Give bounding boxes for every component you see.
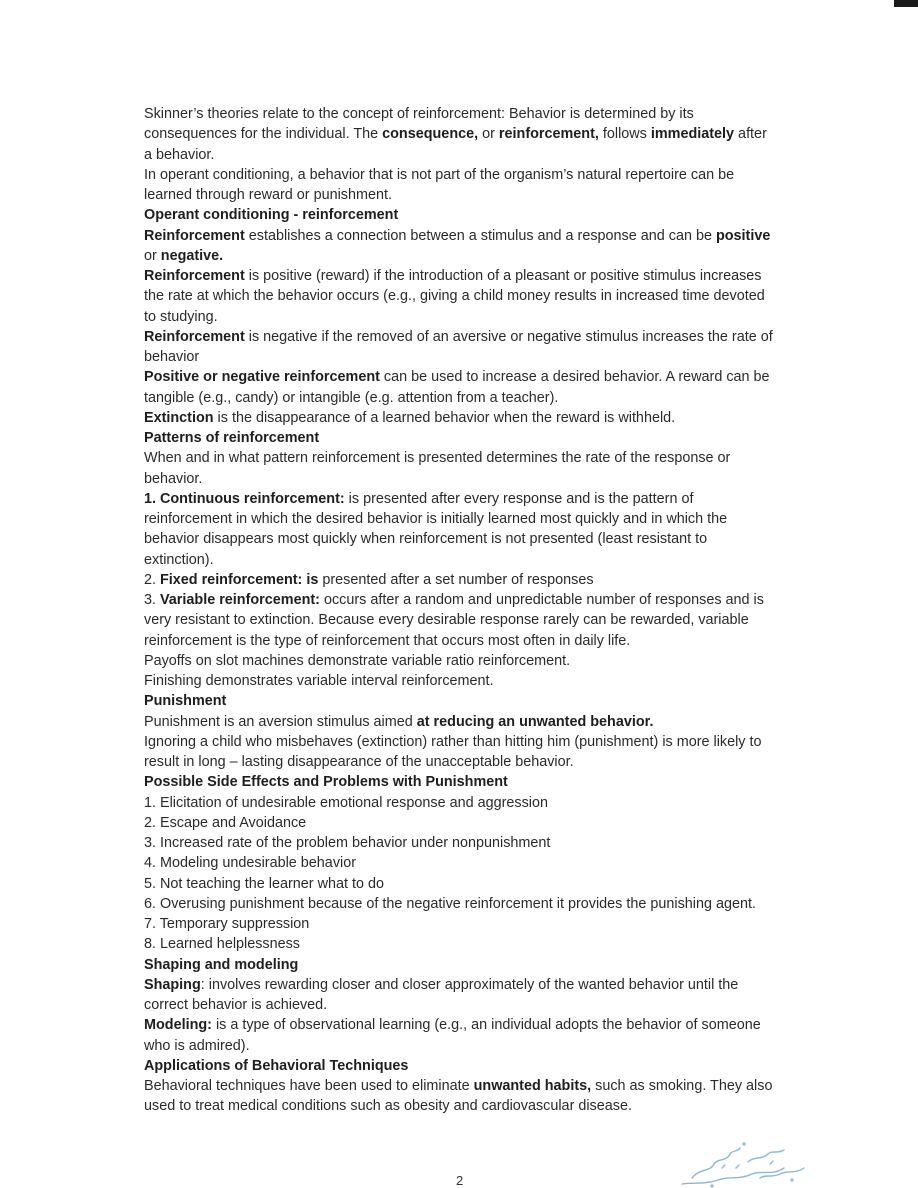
text-run: 2. [144, 571, 160, 588]
text-run: Skinner’s theories relate to the concept of reinforcement: Behavior is determined by its consequences for the individual. The [144, 106, 694, 143]
paragraph [144, 408, 776, 428]
text-run: Payoffs on slot machines demonstrate variable ratio reinforcement. [144, 652, 571, 669]
text-run: is a type of observational learning (e.g., an individual adopts the behavior of someone who is admired). [144, 1017, 761, 1054]
text-run: 4. Modeling undesirable behavior [144, 855, 357, 872]
bold-text-run: negative. [160, 247, 224, 264]
bold-text-run: Reinforcement [144, 328, 245, 345]
bold-text-run: Applications of Behavioral Techniques [144, 1057, 409, 1074]
bold-text-run: at reducing an unwanted behavior. [416, 713, 654, 730]
text-run: occurs after a random and unpredictable number of responses and is very resistant to extinction. Because every desirable response rarely can be rewarded, variable reinforcement is the type of reinforcement that occurs most often in daily life. [144, 592, 764, 649]
paragraph [144, 793, 776, 813]
paragraph [144, 813, 776, 833]
text-run: Behavioral techniques have been used to eliminate [144, 1078, 474, 1094]
paragraph [144, 691, 776, 711]
bold-text-run: unwanted habits, [473, 1078, 592, 1094]
text-run: follows [598, 126, 651, 143]
text-run: 7. Temporary suppression [144, 916, 310, 932]
text-run: 5. Not teaching the learner what to do [144, 875, 384, 892]
paragraph [144, 853, 776, 873]
paragraph [144, 327, 776, 368]
text-run: 3. [144, 592, 160, 608]
bold-text-run: consequence, [382, 126, 479, 143]
text-run: 2. Escape and Avoidance [144, 814, 307, 831]
paragraph [144, 489, 776, 570]
bold-text-run: Reinforcement [144, 268, 245, 284]
text-run: or [144, 247, 161, 264]
paragraph [144, 226, 776, 267]
text-run: 6. Overusing punishment because of the negative reinforcement it provides the punishing agent. [144, 895, 756, 912]
text-run: is negative if the removed of an aversive or negative stimulus increases the rate of behavior [144, 328, 773, 365]
bold-text-run: reinforcement, [498, 126, 599, 143]
handwritten-signature [652, 1138, 812, 1188]
text-run: In operant conditioning, a behavior that is not part of the organism’s natural repertoire can be learned through reward or punishment. [144, 166, 735, 203]
bold-text-run: Fixed reinforcement: is [160, 571, 319, 588]
paragraph [144, 570, 776, 590]
text-run: 3. Increased rate of the problem behavior under nonpunishment [144, 835, 551, 851]
paragraph [144, 955, 776, 975]
text-run: is positive (reward) if the introduction of a pleasant or positive stimulus increases the rate at which the behavior occurs (e.g., giving a child money results in increased time devoted to studying. [144, 268, 765, 325]
paragraph [144, 894, 776, 914]
text-run: presented after a set number of responses [318, 571, 594, 588]
paragraph [144, 428, 776, 448]
bold-text-run: Operant conditioning - reinforcement [144, 207, 399, 224]
bold-text-run: Shaping and modeling [144, 956, 299, 973]
paragraph [144, 772, 776, 792]
paragraph [144, 671, 776, 691]
page-number: 2 [456, 1173, 464, 1188]
text-run: 8. Learned helplessness [144, 936, 301, 953]
bold-text-run: 1. Continuous reinforcement: [144, 490, 345, 507]
text-run: 1. Elicitation of undesirable emotional response and aggression [144, 794, 548, 811]
text-run: or [478, 126, 499, 143]
scan-corner-mark [894, 0, 918, 7]
bold-text-run: Shaping [144, 976, 201, 993]
text-run: When and in what pattern reinforcement is presented determines the rate of the response or behavior. [144, 450, 731, 487]
text-run: establishes a connection between a stimulus and a response and can be [244, 227, 716, 244]
paragraph [144, 104, 776, 165]
text-run: Finishing demonstrates variable interval reinforcement. [144, 673, 494, 689]
text-run: Punishment is an aversion stimulus aimed [144, 713, 417, 730]
paragraph [144, 833, 776, 853]
text-run: Ignoring a child who misbehaves (extinction) rather than hitting him (punishment) is more likely to result in long – lasting disappearance of the unacceptable behavior. [144, 733, 762, 770]
paragraph [144, 367, 776, 408]
paragraph [144, 1056, 776, 1076]
bold-text-run: Modeling: [144, 1017, 212, 1034]
paragraph [144, 651, 776, 671]
bold-text-run: Possible Side Effects and Problems with Punishment [144, 774, 508, 791]
paragraph [144, 732, 776, 773]
paragraph [144, 975, 776, 1016]
text-run: after a behavior. [144, 126, 767, 163]
bold-text-run: immediately [650, 126, 735, 143]
text-run: is presented after every response and is the pattern of reinforcement in which the desired behavior is initially learned most quickly and in which the behavior disappears most quickly when reinforcement is not presented (least resistant to extinction). [144, 490, 728, 568]
paragraph [144, 712, 776, 732]
document-body [144, 104, 776, 1117]
paragraph [144, 874, 776, 894]
text-run: : involves rewarding closer and closer approximately of the wanted behavior until the correct behavior is achieved. [144, 976, 739, 1013]
bold-text-run: Extinction [144, 409, 214, 426]
paragraph [144, 934, 776, 954]
bold-text-run: Reinforcement [144, 227, 245, 244]
bold-text-run: Positive or negative reinforcement [144, 369, 380, 386]
paragraph [144, 1015, 776, 1056]
bold-text-run: Patterns of reinforcement [144, 430, 320, 446]
text-run: can be used to increase a desired behavior. A reward can be tangible (e.g., candy) or intangible (e.g. attention from a teacher). [144, 369, 770, 406]
paragraph [144, 165, 776, 206]
paragraph [144, 266, 776, 327]
bold-text-run: Variable reinforcement: [160, 592, 320, 608]
text-run: such as smoking. They also used to treat medical conditions such as obesity and cardiovascular disease. [144, 1078, 773, 1115]
bold-text-run: positive [715, 227, 771, 244]
paragraph [144, 914, 776, 934]
paragraph [144, 590, 776, 651]
paragraph [144, 1076, 776, 1117]
paragraph [144, 205, 776, 225]
bold-text-run: Punishment [144, 693, 227, 710]
text-run: is the disappearance of a learned behavior when the reward is withheld. [213, 409, 676, 426]
paragraph [144, 448, 776, 489]
